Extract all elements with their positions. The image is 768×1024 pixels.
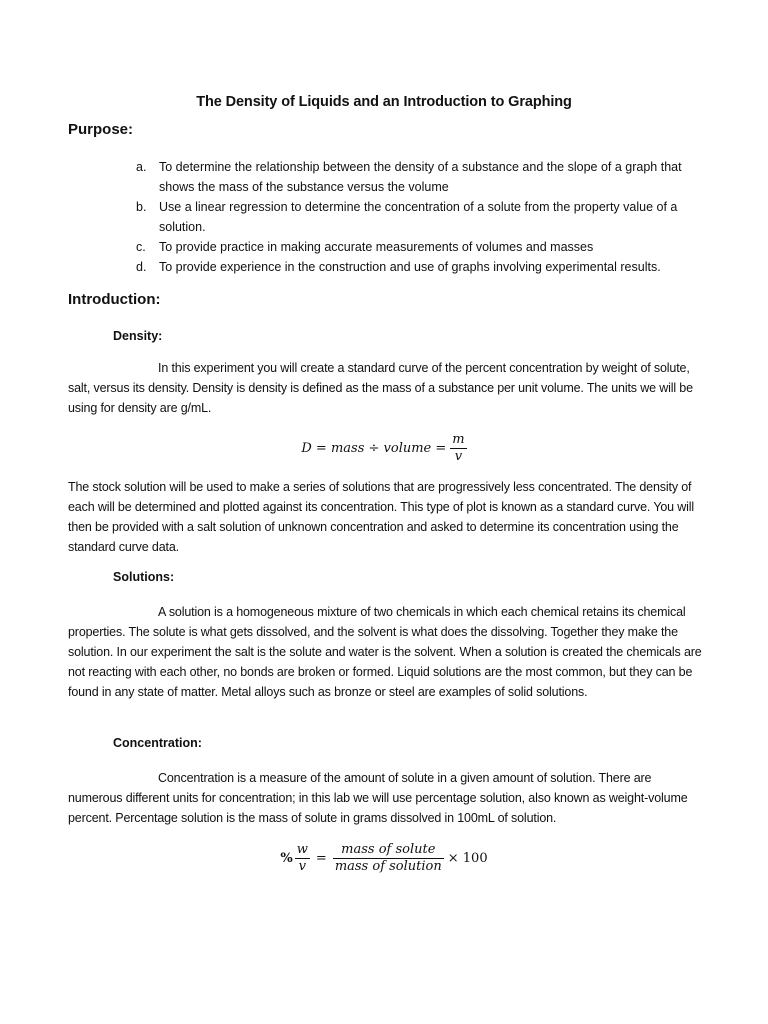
list-marker: c. (136, 240, 146, 254)
equals-sign: = (315, 850, 327, 866)
fraction-numerator: mass of solute (333, 842, 444, 859)
list-item-text: Use a linear regression to determine the concentration of a solute from the property value of a solution. (159, 200, 678, 234)
concentration-heading: Concentration: (113, 736, 202, 750)
percent-sign: % (280, 850, 293, 866)
density-heading: Density: (113, 329, 163, 343)
density-equation (0, 428, 768, 468)
fraction-denominator: v (298, 858, 307, 874)
times-hundred: × 100 (447, 850, 488, 866)
list-item-text: To determine the relationship between the density of a substance and the slope of a graph that shows the mass of the substance versus the volume (159, 160, 682, 194)
introduction-heading: Introduction: (68, 291, 161, 308)
wv-fraction (295, 842, 310, 875)
list-item-text: To provide experience in the construction and use of graphs involving experimental results. (159, 260, 661, 274)
page-title: The Density of Liquids and an Introduction to Graphing (196, 94, 572, 110)
density-paragraph: In this experiment you will create a standard curve of the percent concentration by weight of solute, salt, versus its density. Density is density is defined as the mass of a substance per unit volume. The units we will be using for density are g/mL. (68, 361, 693, 415)
concentration-equation (0, 838, 768, 878)
fraction-numerator: w (296, 841, 308, 857)
solutions-heading: Solutions: (113, 570, 175, 584)
stock-solution-paragraph: The stock solution will be used to make a series of solutions that are progressively less concentrated. The density of each will be determined and plotted against its concentration. This type of plot is known as a standard curve. You will then be provided with a salt solution of unknown concentration and asked to determine its concentration using the standard curve data. (68, 480, 695, 554)
list-marker: a. (136, 160, 147, 174)
concentration-paragraph: Concentration is a measure of the amount of solute in a given amount of solution. There are numerous different units for concentration; in this lab we will use percentage solution, also known as weight-volume percent. Percentage solution is the mass of solute in grams dissolved in 100mL of solution. (68, 771, 688, 825)
list-marker: d. (136, 260, 147, 274)
mass-fraction (333, 842, 444, 875)
fraction-denominator: mass of solution (334, 858, 442, 874)
equation-fraction (450, 432, 466, 465)
purpose-heading: Purpose: (68, 121, 134, 138)
fraction-numerator: m (452, 431, 465, 447)
fraction-denominator: v (454, 448, 463, 464)
list-item-text: To provide practice in making accurate measurements of volumes and masses (159, 240, 594, 254)
solutions-paragraph: A solution is a homogeneous mixture of two chemicals in which each chemical retains its chemical properties. The solute is what gets dissolved, and the solvent is what does the dissolving. Together they make the solution. In our experiment the salt is the solute and water is the solvent. When a solution is created the chemicals are not reacting with each other, no bonds are broken or formed. Liquid solutions are the most common, but they can be found in any state of matter. Metal alloys such as bronze or steel are examples of solid solutions. (68, 605, 702, 699)
equation-lhs: D = mass ÷ volume = (301, 440, 447, 456)
list-marker: b. (136, 200, 147, 214)
